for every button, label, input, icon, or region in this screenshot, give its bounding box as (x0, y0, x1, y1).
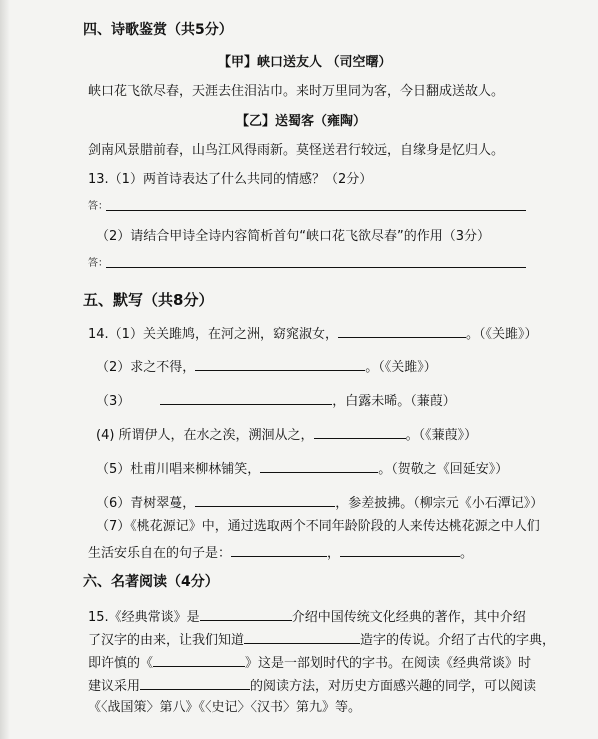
question-14-4 (96, 426, 477, 444)
question-15-l3-rest: 》这是一部划时代的字书。在阅读《经典常谈》时 (245, 656, 532, 671)
section5-title: 五、默写（共8分） (83, 291, 214, 309)
blank-14-7a[interactable] (231, 544, 327, 557)
question-15-l4-text: 建议采用 (88, 679, 141, 694)
question-14-1-source: 。（《关雎》） (465, 327, 538, 342)
question-15-line2 (88, 631, 555, 649)
question-14-7-line1: （7）《桃花源记》中，通过选取两个不同年龄阶段的人来传达桃花源之中人们 (96, 519, 540, 534)
answer-label-2: 答： (88, 258, 108, 269)
question-15-l2-rest: 造字的传说。介绍了古代的字典， (360, 633, 556, 648)
scan-edge-shadow (0, 0, 10, 739)
blank-14-6[interactable] (195, 494, 335, 507)
blank-15-4[interactable] (140, 677, 250, 690)
question-14-5-text: （5）杜甫川唱来柳林铺笑， (96, 462, 261, 477)
blank-14-4[interactable] (314, 426, 406, 439)
question-14-2 (96, 358, 437, 376)
answer-line-1[interactable] (106, 210, 526, 211)
blank-15-3[interactable] (153, 654, 245, 667)
question-13-1: 13.（1）两首诗表达了什么共同的情感？（2分） (88, 172, 373, 187)
poem-a-title: 【甲】峡口送友人 （司空曙） (218, 55, 392, 70)
poem-b-text: 剑南风景腊前春，山鸟江风得雨新。莫怪送君行较远，自缘身是忆归人。 (88, 143, 505, 158)
answer-label-1: 答： (88, 201, 108, 212)
blank-14-7b[interactable] (340, 544, 460, 557)
question-15-l3-text: 即许慎的《 (88, 656, 154, 671)
blank-14-2[interactable] (195, 358, 365, 371)
question-15-line1 (88, 608, 526, 626)
question-14-3-text: ，白露未晞。（蒹葭） (332, 394, 456, 409)
question-14-1 (88, 325, 537, 343)
question-14-5 (96, 460, 508, 478)
poem-a-text: 峡口花飞欲尽春，天涯去住泪沾巾。来时万里同为客，今日翻成送故人。 (88, 84, 505, 99)
question-14-6-source: ，参差披拂。（柳宗元《小石潭记》） (335, 496, 544, 511)
blank-14-3[interactable] (160, 392, 332, 405)
question-14-7-comma: ， (327, 546, 341, 561)
question-14-3-num: （3） (96, 394, 131, 409)
question-14-4-source: 。（《蒹葭》） (405, 428, 478, 443)
blank-15-1[interactable] (200, 608, 292, 621)
answer-line-2[interactable] (106, 267, 526, 268)
question-14-1-text: 14.（1）关关雎鸠，在河之洲，窈窕淑女， (88, 327, 338, 342)
question-15-l4-rest: 的阅读方法，对历史方面感兴趣的同学，可以阅读 (250, 679, 537, 694)
question-14-6 (96, 494, 543, 512)
blank-14-1[interactable] (338, 325, 466, 338)
question-15-line4 (88, 677, 536, 695)
question-15-l1-text: 15.《经典常谈》是 (88, 610, 200, 625)
question-14-6-text: （6）青树翠蔓， (96, 496, 196, 511)
blank-15-2[interactable] (244, 631, 360, 644)
question-14-7-end: 。 (460, 546, 474, 561)
question-14-7-line2 (88, 544, 473, 562)
question-15-l2-text: 了汉字的由来，让我们知道 (88, 633, 245, 648)
question-14-3 (96, 392, 456, 410)
section4-title: 四、诗歌鉴赏（共5分） (83, 22, 233, 38)
section6-title: 六、名著阅读（4分） (83, 574, 219, 590)
poem-b-title: 【乙】送蜀客（雍陶） (236, 114, 367, 129)
blank-14-5[interactable] (260, 460, 378, 473)
question-15-line3 (88, 654, 531, 672)
question-15-line5: 《〈战国策〉第八》《〈史记〉〈汉书〉第九》等。 (88, 700, 362, 715)
question-14-7-text: 生活安乐自在的句子是： (88, 546, 232, 561)
question-14-4-text: (4) 所谓伊人，在水之涘，溯洄从之， (96, 428, 314, 443)
question-13-2: （2）请结合甲诗全诗内容简析首句“峡口花飞欲尽春”的作用（3分） (96, 229, 491, 244)
question-14-2-text: （2）求之不得， (96, 360, 196, 375)
question-14-5-source: 。（贺敬之《回延安》） (378, 462, 509, 477)
question-15-l1-rest: 介绍中国传统文化经典的著作，其中介绍 (291, 610, 526, 625)
question-14-2-source: 。（《关雎》） (365, 360, 437, 375)
